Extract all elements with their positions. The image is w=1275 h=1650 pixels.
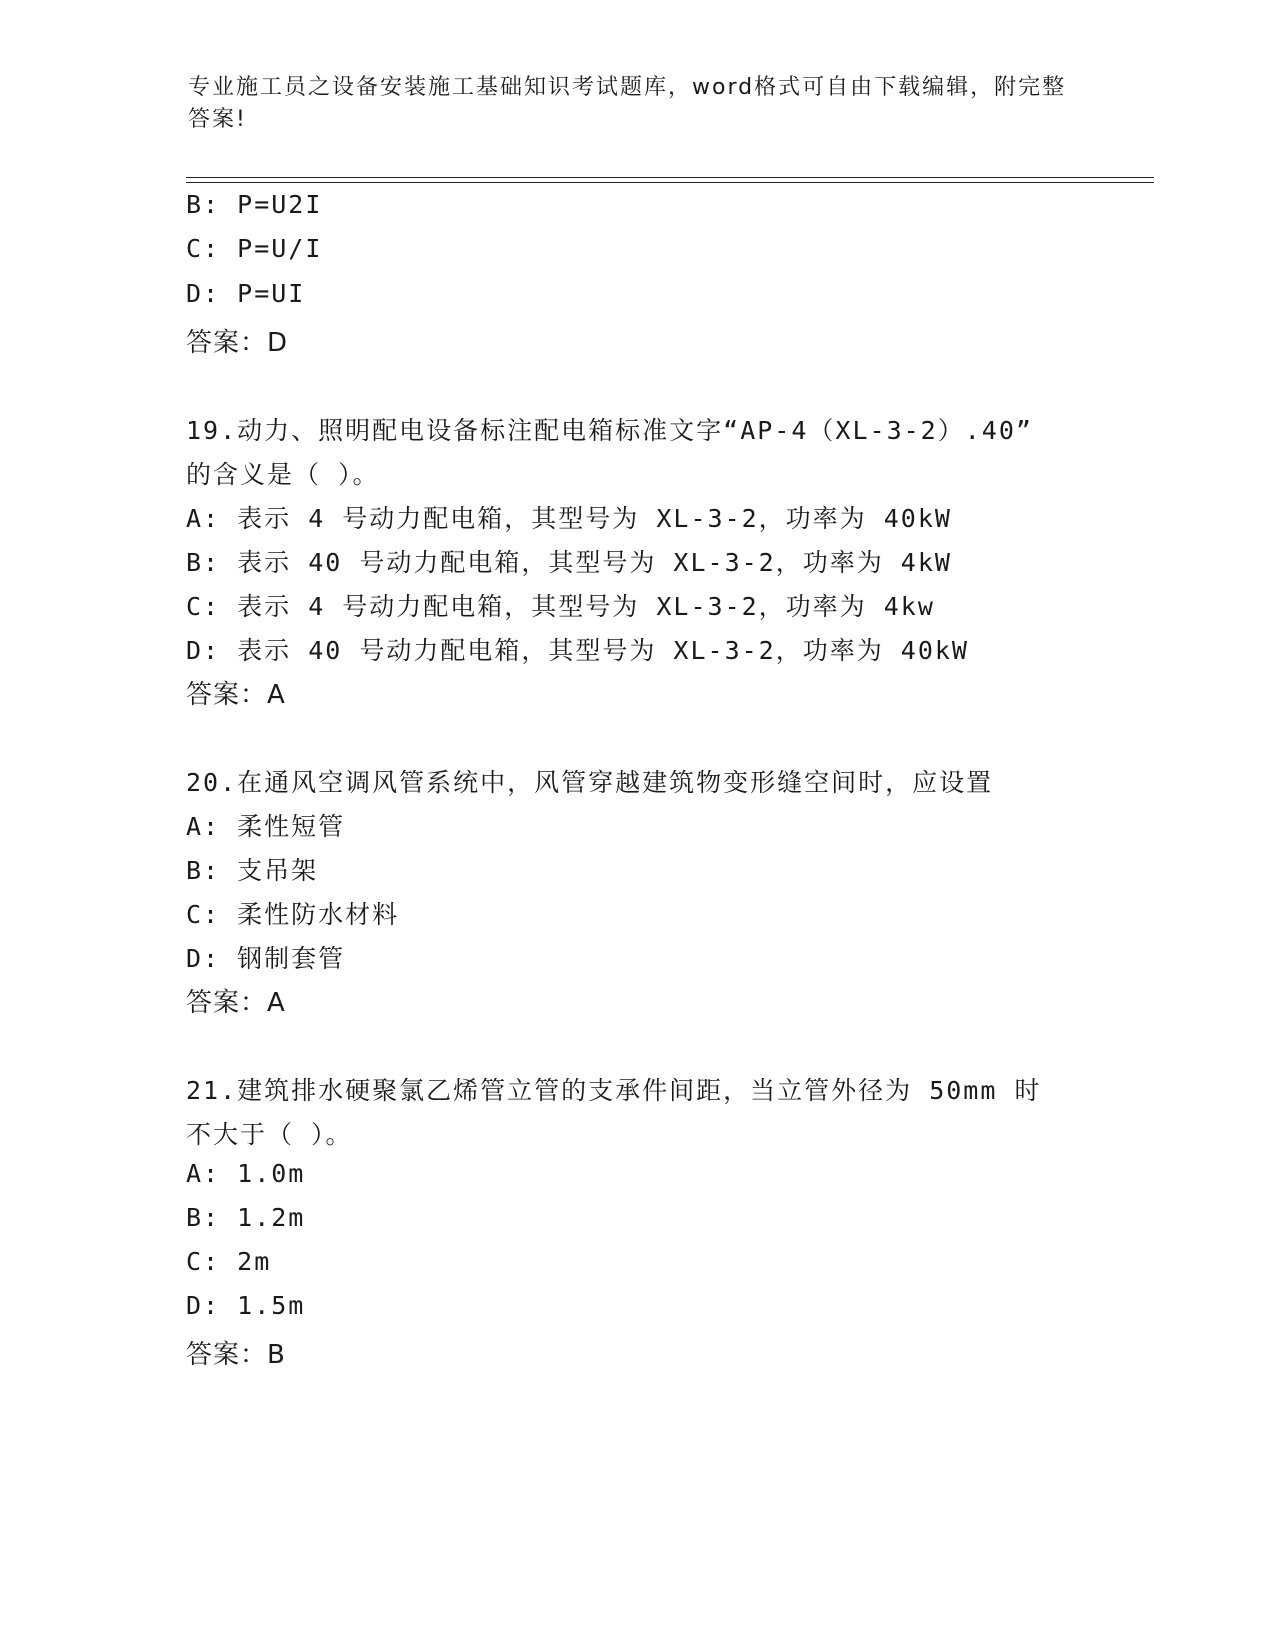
q20-stem-line1: 20.在通风空调风管系统中，风管穿越建筑物变形缝空间时，应设置 — [186, 768, 994, 797]
q19-option-a: A: 表示 4 号动力配电箱，其型号为 XL-3-2，功率为 40kW — [186, 504, 952, 533]
q19-stem-line1: 19.动力、照明配电设备标注配电箱标准文字“AP-4（XL-3-2）.40” — [186, 416, 1033, 445]
header-divider-bottom — [186, 182, 1154, 183]
q20-option-b: B: 支吊架 — [186, 856, 319, 885]
header-divider-top — [186, 177, 1154, 178]
document-header-title: 专业施工员之设备安装施工基础知识考试题库，word格式可自由下载编辑，附完整答案! — [188, 75, 1067, 132]
q21-option-a: A: 1.0m — [186, 1159, 306, 1188]
prev-option-b: B: P=U2I — [186, 190, 323, 219]
q21-option-b: B: 1.2m — [186, 1203, 306, 1232]
q19-option-d: D: 表示 40 号动力配电箱，其型号为 XL-3-2，功率为 40kW — [186, 636, 969, 665]
q21-option-c: C: 2m — [186, 1247, 272, 1276]
q20-option-c: C: 柔性防水材料 — [186, 900, 400, 929]
q21-stem-line1: 21.建筑排水硬聚氯乙烯管立管的支承件间距，当立管外径为 50mm 时 — [186, 1076, 1042, 1105]
q20-option-a: A: 柔性短管 — [186, 812, 346, 841]
q19-answer: 答案：A — [186, 680, 286, 710]
q19-option-b: B: 表示 40 号动力配电箱，其型号为 XL-3-2，功率为 4kW — [186, 548, 952, 577]
q20-option-d: D: 钢制套管 — [186, 944, 346, 973]
prev-answer: 答案：D — [186, 328, 289, 358]
q21-answer: 答案：B — [186, 1340, 286, 1370]
q20-answer: 答案：A — [186, 988, 286, 1018]
prev-option-d: D: P=UI — [186, 279, 306, 308]
prev-option-c: C: P=U/I — [186, 234, 323, 263]
q19-option-c: C: 表示 4 号动力配电箱，其型号为 XL-3-2，功率为 4kw — [186, 592, 935, 621]
q19-stem-line2: 的含义是（ ）。 — [186, 460, 380, 489]
q21-option-d: D: 1.5m — [186, 1291, 306, 1320]
q21-stem-line2: 不大于（ ）。 — [186, 1120, 353, 1149]
